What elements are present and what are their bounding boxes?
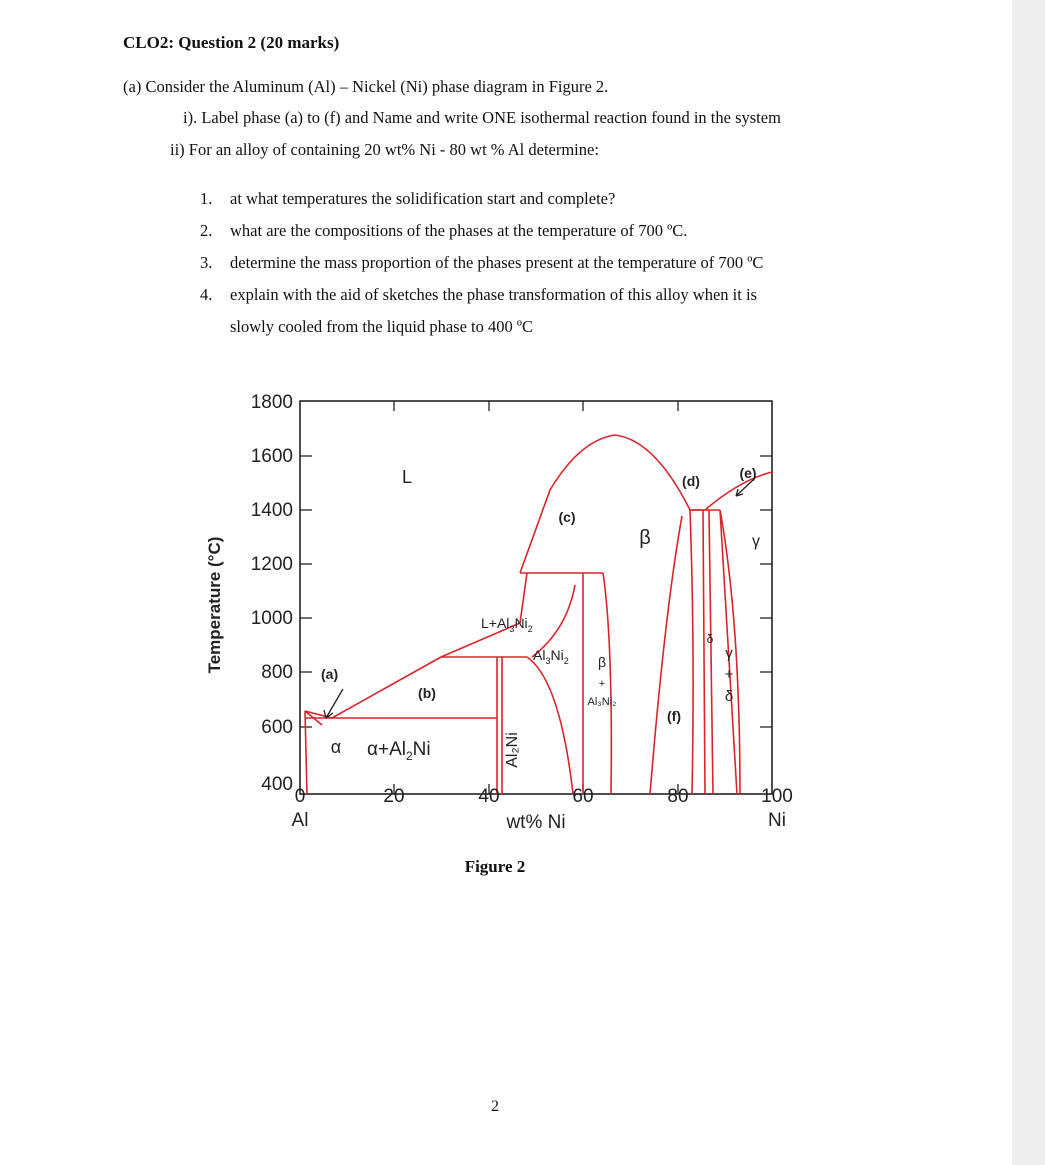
question-number: 1. bbox=[200, 189, 213, 208]
y-axis-title: Temperature (°C) bbox=[205, 536, 224, 674]
label-pointers bbox=[324, 480, 753, 718]
y-tick-label: 600 bbox=[261, 717, 293, 738]
x-tick-label: 80 bbox=[667, 786, 689, 807]
gamma-label: γ bbox=[752, 533, 760, 550]
al3ni2-label: $Al_3Ni_2$ bbox=[533, 647, 569, 666]
x-tick-label: 40 bbox=[478, 786, 500, 807]
question-text: explain with the aid of sketches the phase transformation of this alloy when it is bbox=[230, 285, 757, 304]
figure-caption: Figure 2 bbox=[464, 857, 526, 876]
page-number: 2 bbox=[491, 1098, 499, 1115]
y-tick-label: 1400 bbox=[250, 500, 293, 521]
alpha-solvus bbox=[305, 711, 307, 794]
phase-c-label: (c) bbox=[558, 509, 576, 525]
y-tick-labels bbox=[251, 392, 293, 795]
phase-a-label: (a) bbox=[321, 666, 339, 682]
x-axis-ticks bbox=[394, 401, 678, 794]
x-tick-label: 100 bbox=[761, 786, 793, 807]
y-axis-ticks bbox=[300, 456, 312, 727]
l-al3ni2-label: $L+Al_3Ni_2$ bbox=[481, 615, 533, 634]
y-tick-label: 1600 bbox=[250, 446, 293, 467]
delta-label-small: δ bbox=[706, 632, 714, 646]
plot-frame bbox=[300, 401, 772, 794]
alpha-al2ni-label: $\alpha+Al_2Ni$ bbox=[367, 739, 431, 763]
y-tick-label: 1000 bbox=[250, 608, 293, 629]
element-al-label: Al bbox=[291, 810, 309, 830]
beta-label: β bbox=[639, 527, 651, 549]
gamma-label-two-phase: γ bbox=[725, 645, 733, 662]
phase-e-label: (e) bbox=[739, 465, 757, 481]
x-tick-label: 60 bbox=[572, 786, 594, 807]
question-number: 2. bbox=[200, 221, 213, 240]
phase-f-label: (f) bbox=[667, 708, 681, 724]
liquidus-dome bbox=[520, 435, 690, 573]
x-tick-labels bbox=[295, 786, 793, 807]
delta-right bbox=[706, 510, 714, 794]
plus-sign-small: + bbox=[598, 678, 606, 690]
al3ni2-small-label: Al₃Ni₂ bbox=[587, 696, 617, 708]
delta-label-two-phase: δ bbox=[724, 688, 734, 705]
question-number: 4. bbox=[200, 285, 213, 304]
y-tick-label: 800 bbox=[261, 662, 293, 683]
page-gutter bbox=[1012, 0, 1045, 1165]
y-tick-label: 1800 bbox=[250, 392, 293, 413]
y-tick-label: 400 bbox=[261, 774, 293, 795]
part-a-intro: (a) Consider the Aluminum (Al) – Nickel (Ni) phase diagram in Figure 2. bbox=[123, 77, 609, 96]
x-axis-title: wt% Ni bbox=[506, 812, 566, 830]
al-ni-phase-diagram bbox=[195, 380, 805, 830]
beta-right-boundary bbox=[650, 516, 682, 794]
beta-two-phase-label: β bbox=[597, 654, 607, 670]
liquid-label: L bbox=[401, 467, 413, 487]
al2ni-vertical-label: Al₂Ni bbox=[504, 732, 521, 768]
sub-question-i: i). Label phase (a) to (f) and Name and write ONE isothermal reaction found in the system bbox=[183, 108, 781, 127]
y-axis-ticks-right bbox=[760, 456, 772, 727]
question-text: at what temperatures the solidification start and complete? bbox=[230, 189, 616, 208]
phase-d-label: (d) bbox=[682, 473, 700, 489]
question-text: what are the compositions of the phases at the temperature of 700 ºC. bbox=[230, 221, 688, 240]
beta-delta-boundary bbox=[690, 510, 693, 794]
question-text: determine the mass proportion of the phases present at the temperature of 700 ºC bbox=[230, 253, 764, 272]
plus-sign: + bbox=[724, 666, 734, 683]
x-tick-label: 0 bbox=[294, 786, 306, 807]
al3ni2-boundary bbox=[527, 657, 573, 794]
alpha-label: α bbox=[330, 737, 342, 757]
phase-b-label: (b) bbox=[418, 685, 436, 701]
y-tick-label: 1200 bbox=[250, 554, 293, 575]
x-tick-label: 20 bbox=[383, 786, 405, 807]
question-number: 3. bbox=[200, 253, 213, 272]
sub-question-ii: ii) For an alloy of containing 20 wt% Ni - 80 wt % Al determine: bbox=[170, 140, 599, 159]
question-heading: CLO2: Question 2 (20 marks) bbox=[123, 33, 340, 52]
liquidus-right bbox=[690, 472, 772, 510]
element-ni-label: Ni bbox=[768, 810, 786, 830]
question-text-continuation: slowly cooled from the liquid phase to 400 ºC bbox=[230, 317, 533, 336]
delta-left bbox=[703, 510, 705, 794]
